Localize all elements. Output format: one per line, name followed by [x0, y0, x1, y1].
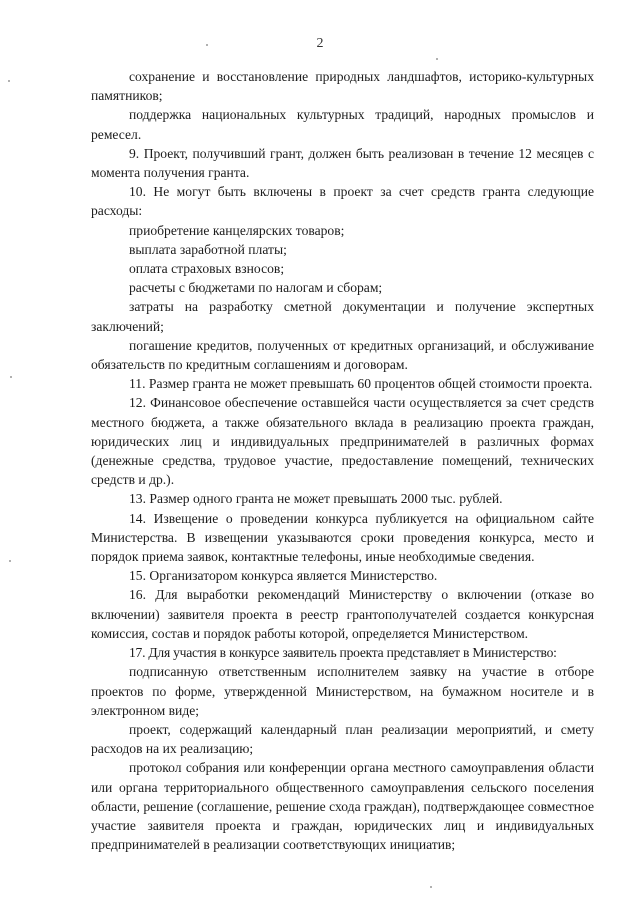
list-item: оплата страховых взносов;	[129, 261, 285, 277]
clause-12: 12. Финансовое обеспечение оставшейся части осуществляется за счет средств местного бюджета, а также обязательного вклада в реализацию проекта граждан, юридических лиц и индивидуальных предпринимателей в различных формах (денежные средства, трудовое участие, предоставление помещений, технических средств и др.).	[91, 395, 594, 488]
clause-15: 15. Организатором конкурса является Министерство.	[129, 568, 438, 584]
list-item: расчеты с бюджетами по налогам и сборам;	[129, 280, 383, 296]
list-item: выплата заработной платы;	[129, 241, 287, 257]
scan-speck	[436, 58, 438, 60]
list-item: поддержка национальных культурных традиций, народных промыслов и ремесел.	[91, 107, 594, 142]
list-item: подписанную ответственным исполнителем заявку на участие в отборе проектов по форме, утвержденной Министерством, на бумажном носителе и в электронном виде;	[91, 664, 594, 718]
clause-14: 14. Извещение о проведении конкурса публикуется на официальном сайте Министерства. В извещении указываются сроки проведения конкурса, место и порядок приема заявок, контактные телефоны, иные необходимые сведения.	[91, 510, 594, 565]
page-number: 2	[316, 36, 324, 51]
list-item: погашение кредитов, полученных от кредитных организаций, и обслуживание обязательств по кредитным соглашениям и договорам.	[91, 337, 594, 373]
scan-speck	[430, 886, 432, 888]
scan-speck	[8, 80, 10, 82]
clause-13: 13. Размер одного гранта не может превышать 2000 тыс. рублей.	[129, 491, 503, 507]
list-item: проект, содержащий календарный план реализации мероприятий, и смету расходов на их реализацию;	[91, 721, 594, 757]
clause-16: 16. Для выработки рекомендаций Министерству о включении (отказе во включении) заявителя проекта в реестр грантополучателей создается конкурсная комиссия, состав и порядок работы которой, определяется Министерством.	[91, 587, 594, 641]
document-body	[91, 67, 594, 854]
list-item: сохранение и восстановление природных ландшафтов, историко-культурных памятников;	[91, 69, 594, 104]
scan-speck	[10, 376, 12, 378]
scan-speck	[9, 560, 11, 562]
clause-9: 9. Проект, получивший грант, должен быть реализован в течение 12 месяцев с момента получения гранта.	[91, 145, 594, 181]
scan-speck	[206, 44, 208, 46]
list-item: затраты на разработку сметной документации и получение экспертных заключений;	[91, 299, 594, 334]
list-item: приобретение канцелярских товаров;	[129, 222, 345, 238]
clause-17: 17. Для участия в конкурсе заявитель проекта представляет в Министерство:	[129, 645, 557, 661]
clause-10: 10. Не могут быть включены в проект за счет средств гранта следующие расходы:	[91, 184, 594, 219]
clause-11: 11. Размер гранта не может превышать 60 процентов общей стоимости проекта.	[129, 376, 593, 392]
list-item: протокол собрания или конференции органа местного самоуправления области или органа территориального общественного самоуправления сельского поселения области, решение (соглашение, решение схода граждан), подтверждающее совместное участие заявителя проекта и граждан, юридических лиц и индивидуальных предпринимателей в реализации соответствующих инициатив;	[91, 760, 594, 853]
